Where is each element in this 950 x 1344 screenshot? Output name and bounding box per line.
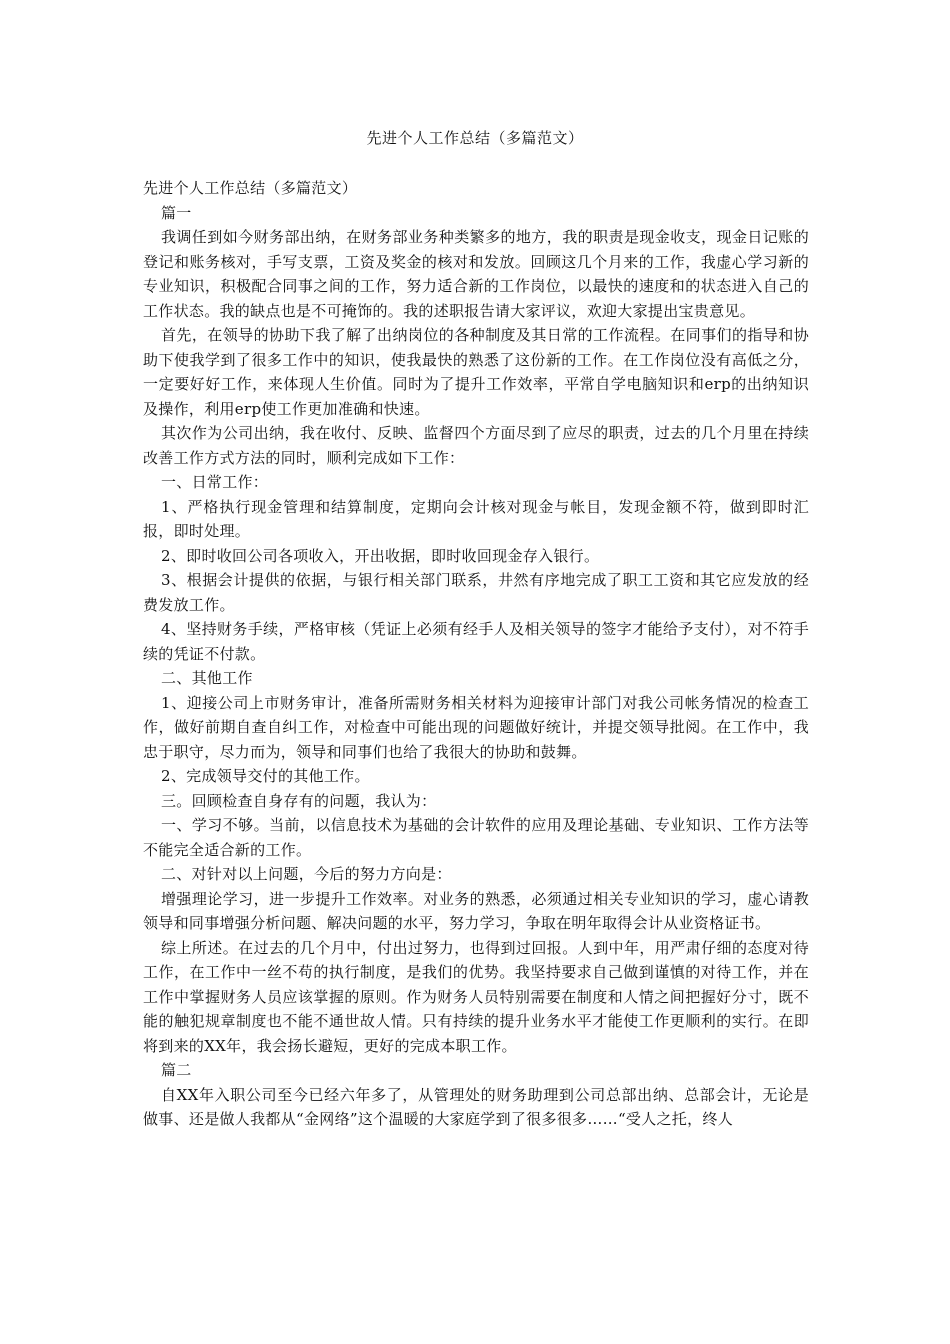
paragraph: 自XX年入职公司至今已经六年多了，从管理处的财务助理到公司总部出纳、总部会计，无论是做事、还是做人我都从“金网络”这个温暖的大家庭学到了很多很多……“受人之托，终人: [143, 1085, 809, 1128]
paragraph: 综上所述。在过去的几个月中，付出过努力，也得到过回报。人到中年，用严肃仔细的态度对待工作，在工作中一丝不苟的执行制度，是我们的优势。我坚持要求自己做到谨慎的对待工作，并在工作中掌握财务人员应该掌握的原则。作为财务人员特别需要在制度和人情之间把握好分寸，既不能的触犯规章制度也不能不通世故人情。只有持续的提升业务水平才能使工作更顺利的实行。在即将到来的XX年，我会扬长避短，更好的完成本职工作。: [143, 938, 809, 1055]
list-item: 1、严格执行现金管理和结算制度，定期向会计核对现金与帐目，发现金额不符，做到即时汇报，即时处理。: [143, 497, 809, 540]
list-item: 二、对针对以上问题，今后的努力方向是：: [161, 865, 452, 883]
section-heading: 篇二: [161, 1061, 192, 1079]
paragraph: 我调任到如今财务部出纳，在财务部业务种类繁多的地方，我的职责是现金收支，现金日记账的登记和账务核对，手写支票，工资及奖金的核对和发放。回顾这几个月来的工作，我虚心学习新的专业知识，积极配合同事之间的工作，努力适合新的工作岗位，以最快的速度和的状态进入自己的工作状态。我的缺点也是不可掩饰的。我的述职报告请大家评议，欢迎大家提出宝贵意见。: [143, 228, 809, 320]
paragraph: 增强理论学习，进一步提升工作效率。对业务的熟悉，必须通过相关专业知识的学习，虚心请教领导和同事增强分析问题、解决问题的水平，努力学习，争取在明年取得会计从业资格证书。: [143, 889, 809, 932]
list-item: 1、迎接公司上市财务审计，准备所需财务相关材料为迎接审计部门对我公司帐务情况的检查工作，做好前期自查自纠工作，对检查中可能出现的问题做好统计，并提交领导批阅。在工作中，我忠于职守，尽力而为，领导和同事们也给了我很大的协助和鼓舞。: [143, 693, 809, 761]
list-heading: 二、其他工作: [161, 669, 253, 687]
paragraph: 其次作为公司出纳，我在收付、反映、监督四个方面尽到了应尽的职责，过去的几个月里在持续改善工作方式方法的同时，顺利完成如下工作：: [143, 424, 809, 467]
document-subtitle: 先进个人工作总结（多篇范文）: [143, 179, 358, 197]
section-heading: 篇一: [161, 203, 192, 222]
list-item: 4、坚持财务手续，严格审核（凭证上必须有经手人及相关领导的签字才能给予支付），对不符手续的凭证不付款。: [143, 620, 809, 663]
list-item: 2、即时收回公司各项收入，开出收据，即时收回现金存入银行。: [161, 546, 600, 565]
list-heading: 一、日常工作：: [161, 473, 269, 491]
document-title: 先进个人工作总结（多篇范文）: [366, 129, 584, 147]
list-item: 3、根据会计提供的依据，与银行相关部门联系，井然有序地完成了职工工资和其它应发放的经费发放工作。: [143, 571, 809, 614]
paragraph: 首先，在领导的协助下我了解了出纳岗位的各种制度及其日常的工作流程。在同事们的指导和协助下使我学到了很多工作中的知识，使我最快的熟悉了这份新的工作。在工作岗位没有高低之分，一定要好好工作，来体现人生价值。同时为了提升工作效率，平常自学电脑知识和erp的出纳知识及操作，利用erp使工作更加准确和快速。: [143, 326, 809, 418]
list-item: 一、学习不够。当前，以信息技术为基础的会计软件的应用及理论基础、专业知识、工作方法等不能完全适合新的工作。: [143, 816, 809, 859]
list-heading: 三。回顾检查自身存有的问题，我认为：: [161, 791, 437, 810]
document-body: [143, 176, 809, 1132]
list-item: 2、完成领导交付的其他工作。: [161, 767, 370, 785]
